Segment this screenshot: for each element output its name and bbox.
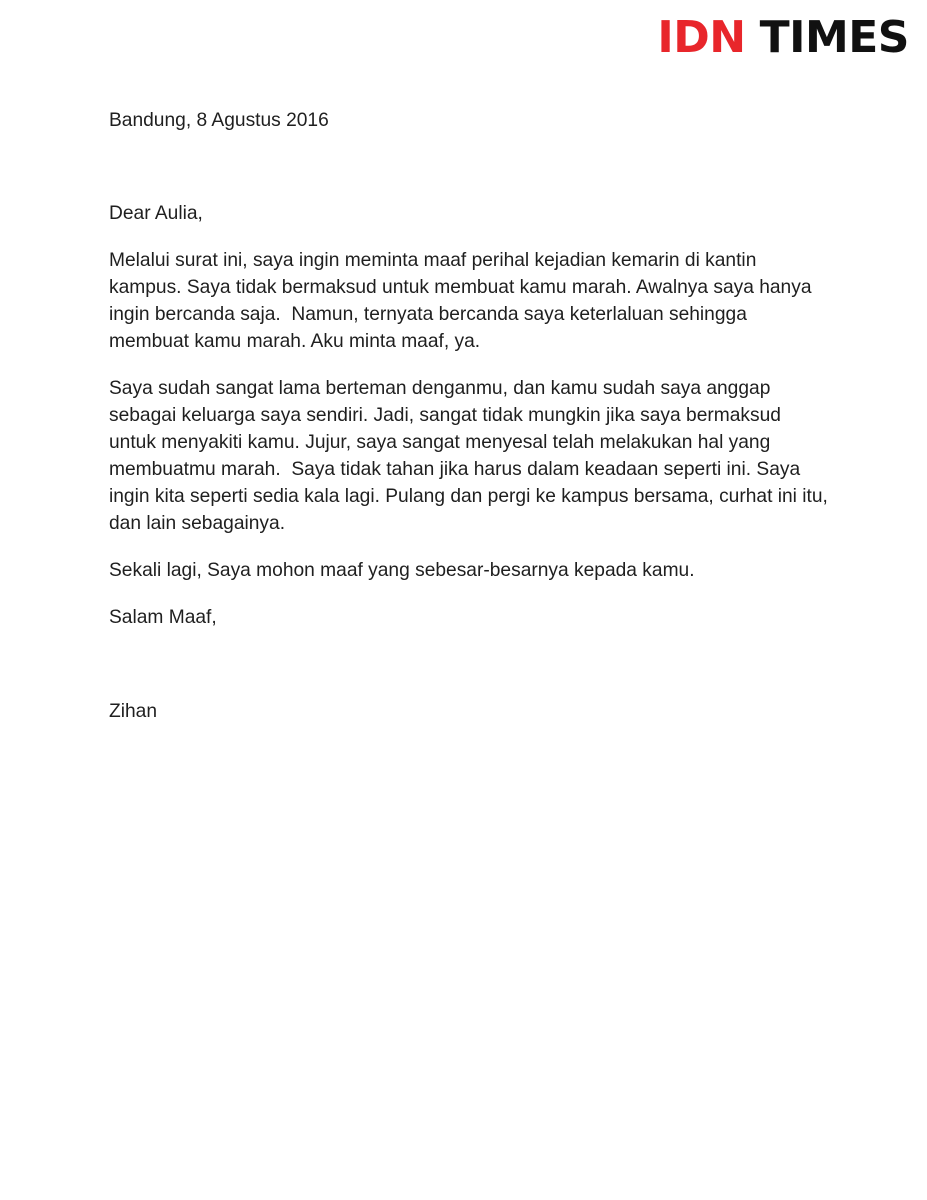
letter-closing: Salam Maaf, (109, 607, 217, 628)
letter-body (109, 107, 834, 725)
brand-logo-times: TIMES (759, 12, 909, 63)
letter-signature: Zihan (109, 701, 157, 722)
letter-place-date: Bandung, 8 Agustus 2016 (109, 110, 329, 131)
brand-logo-idn: IDN (657, 12, 746, 63)
letter-paragraph-3: Sekali lagi, Saya mohon maaf yang sebesar-besarnya kepada kamu. (109, 560, 695, 581)
letter-paragraph-2: Saya sudah sangat lama berteman denganmu, dan kamu sudah saya anggap sebagai keluarga saya sendiri. Jadi, sangat tidak mungkin jika saya bermaksud untuk menyakiti kamu. Jujur, saya sangat menyesal telah melakukan hal yang membuatmu marah. Saya tidak tahan jika harus dalam keadaan seperti ini. Saya ingin kita seperti sedia kala lagi. Pulang dan pergi ke kampus bersama, curhat ini itu, dan lain sebagainya. (109, 378, 834, 534)
brand-logo (657, 12, 909, 64)
letter-paragraph-1: Melalui surat ini, saya ingin meminta maaf perihal kejadian kemarin di kantin kampus. Saya tidak bermaksud untuk membuat kamu marah. Awalnya saya hanya ingin bercanda saja. Namun, ternyata bercanda saya keterlaluan sehingga membuat kamu marah. Aku minta maaf, ya. (109, 250, 817, 352)
letter-greeting: Dear Aulia, (109, 203, 203, 224)
